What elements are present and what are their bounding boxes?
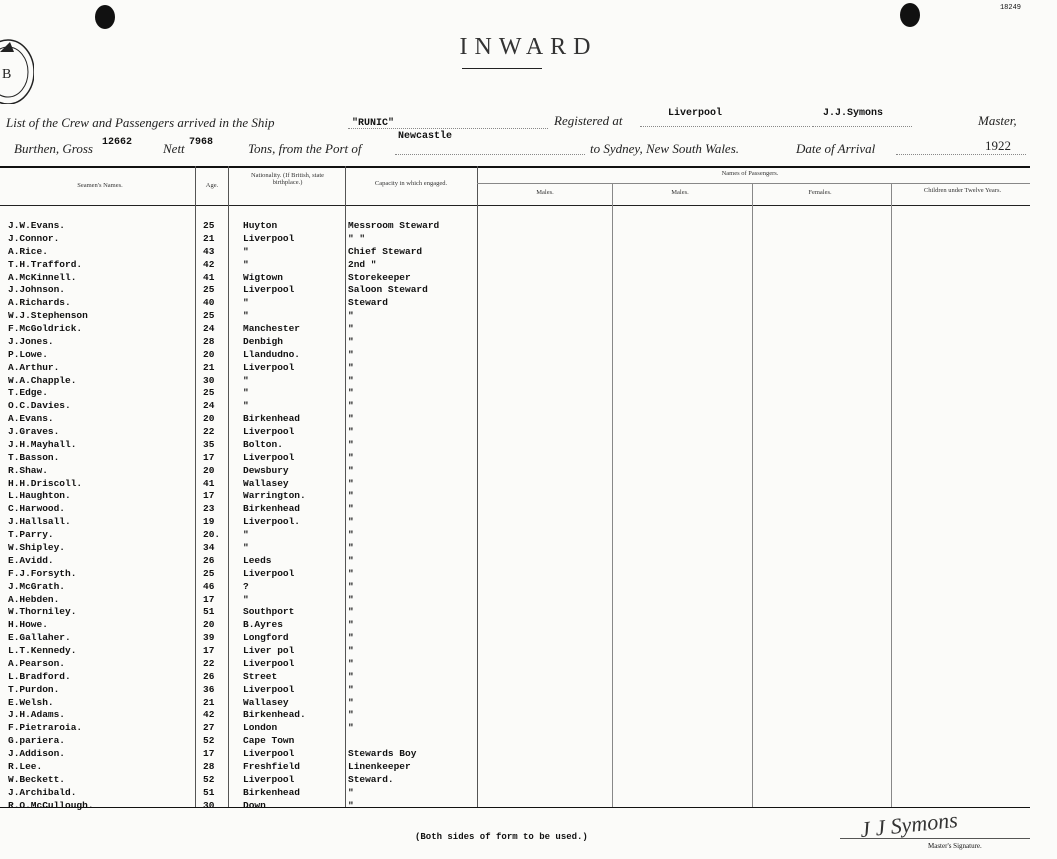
master-underline — [812, 126, 912, 127]
header-females: Females. — [808, 189, 832, 196]
crew-capacity: " — [348, 657, 354, 669]
crew-age: 27 — [203, 722, 215, 734]
crew-name: E.Avidd. — [8, 554, 54, 566]
crew-nationality: Southport — [243, 606, 295, 618]
crew-nationality: Wallasey — [243, 477, 289, 489]
crew-name: G.pariera. — [8, 735, 66, 747]
col-divider-females — [752, 183, 753, 807]
crew-capacity: " — [348, 400, 354, 412]
crew-name: P.Lowe. — [8, 348, 48, 360]
crew-nationality: Dewsbury — [243, 464, 289, 476]
crew-row — [0, 502, 480, 515]
nett-tonnage: 7968 — [189, 137, 214, 148]
crew-row — [0, 361, 480, 374]
crew-capacity: " — [348, 438, 354, 450]
crew-age: 22 — [203, 657, 215, 669]
crew-nationality: Cape Town — [243, 735, 295, 747]
crew-name: J.Jones. — [8, 335, 54, 347]
crew-name: J.Connor. — [8, 232, 60, 244]
crew-capacity: " — [348, 786, 354, 798]
crew-age: 17 — [203, 748, 215, 760]
crew-age: 46 — [203, 580, 215, 592]
crew-row — [0, 374, 480, 387]
gross-tonnage: 12662 — [102, 137, 133, 148]
ship-name: "RUNIC" — [352, 118, 395, 129]
crew-name: W.Shipley. — [8, 542, 66, 553]
crew-name: A.Hebden. — [8, 593, 60, 605]
crew-nationality: Bolton. — [243, 438, 283, 450]
crew-name: L.T.Kennedy. — [8, 645, 77, 657]
crew-name: J.H.Adams. — [8, 709, 66, 721]
crew-capacity: " — [348, 451, 354, 463]
crew-nationality: Birkenhead. — [243, 709, 306, 721]
crew-name: T.Edge. — [8, 387, 48, 399]
crew-nationality: Longford — [243, 632, 289, 644]
table-header-rule — [0, 205, 1030, 206]
crew-row — [0, 309, 480, 322]
crew-age: 42 — [203, 709, 215, 721]
crew-nationality: Down — [243, 799, 266, 811]
crew-capacity: " — [348, 529, 354, 541]
crew-nationality: " — [243, 529, 249, 541]
crew-capacity: " — [348, 361, 354, 373]
from-port: Newcastle — [398, 131, 453, 142]
crew-nationality: Llandudno. — [243, 348, 301, 360]
crew-capacity: " — [348, 709, 354, 721]
crew-row — [0, 219, 480, 232]
crew-age: 40 — [203, 297, 215, 309]
crew-age: 24 — [203, 323, 215, 335]
crew-name: H.Howe. — [8, 619, 48, 631]
footnote: (Both sides of form to be used.) — [415, 832, 588, 842]
crew-row — [0, 232, 480, 245]
crew-nationality: Birkenhead — [243, 503, 301, 515]
crew-name: J.H.Mayhall. — [8, 438, 77, 450]
master-signature: J J Symons — [858, 806, 959, 843]
table-top-rule — [0, 166, 1030, 168]
destination-label: to Sydney, New South Wales. — [590, 141, 740, 156]
crew-nationality: " — [243, 374, 249, 386]
crew-row — [0, 708, 480, 721]
crew-capacity: Storekeeper — [348, 271, 411, 283]
crew-nationality: " — [243, 542, 249, 553]
crew-age: 17 — [203, 451, 215, 463]
crew-capacity: " — [348, 323, 354, 335]
crew-capacity: " — [348, 606, 354, 618]
crew-capacity: " — [348, 799, 354, 811]
crew-capacity: Saloon Steward — [348, 284, 428, 296]
crew-nationality: Freshfield — [243, 760, 301, 772]
tons-label: Tons, from the Port of — [248, 141, 362, 156]
crew-row — [0, 386, 480, 399]
crew-nationality: ? — [243, 580, 249, 592]
crew-row — [0, 618, 480, 631]
crew-capacity: " — [348, 619, 354, 631]
crew-name: C.Harwood. — [8, 503, 66, 515]
crew-name: R.Shaw. — [8, 464, 48, 476]
crew-age: 34 — [203, 542, 215, 553]
title-underline — [462, 68, 542, 69]
crew-nationality: " — [243, 297, 249, 309]
crew-name: E.Gallaher. — [8, 632, 71, 644]
crew-row — [0, 515, 480, 528]
crew-nationality: Birkenhead — [243, 413, 301, 425]
crew-age: 20. — [203, 529, 221, 541]
crew-name: L.Bradford. — [8, 670, 71, 682]
crew-row — [0, 554, 480, 567]
signature-label: Master's Signature. — [928, 842, 982, 850]
crew-row — [0, 438, 480, 451]
crew-capacity: Linenkeeper — [348, 760, 411, 772]
crew-nationality: Liverpool. — [243, 516, 301, 528]
crew-row — [0, 489, 480, 502]
crew-nationality: Liverpool — [243, 426, 295, 438]
crew-age: 25 — [203, 220, 215, 231]
crew-row — [0, 348, 480, 361]
crew-name: A.Pearson. — [8, 657, 66, 669]
crew-row — [0, 464, 480, 477]
crew-name: J.Addison. — [8, 748, 66, 760]
crew-nationality: Liverpool — [243, 451, 295, 463]
crew-name: W.A.Chapple. — [8, 374, 77, 386]
header-capacity: Capacity in which engaged. — [374, 180, 448, 187]
crew-capacity: Steward — [348, 297, 388, 309]
crew-name: F.McGoldrick. — [8, 323, 83, 335]
crew-row — [0, 786, 480, 799]
crew-row — [0, 773, 480, 786]
crew-nationality: Liverpool — [243, 567, 295, 579]
crew-name: R.O.McCullough. — [8, 799, 94, 811]
crew-row — [0, 605, 480, 618]
crew-age: 21 — [203, 232, 215, 244]
header-seamen-names: Seamen's Names. — [77, 182, 123, 189]
crew-age: 41 — [203, 271, 215, 283]
crew-age: 26 — [203, 670, 215, 682]
crew-name: F.J.Forsyth. — [8, 567, 77, 579]
crew-capacity: " — [348, 477, 354, 489]
crew-name: W.Beckett. — [8, 773, 66, 785]
crew-nationality: Wallasey — [243, 696, 289, 708]
crew-name: A.Evans. — [8, 413, 54, 425]
signature-line — [840, 838, 1030, 839]
header-nationality: Nationality. (If British, state birthplace.) — [250, 172, 325, 186]
crew-name: O.C.Davies. — [8, 400, 71, 412]
crew-age: 20 — [203, 464, 215, 476]
crew-age: 20 — [203, 413, 215, 425]
crew-nationality: Street — [243, 670, 278, 682]
crew-age: 17 — [203, 490, 215, 502]
crew-capacity: " — [348, 580, 354, 592]
crew-age: 41 — [203, 477, 215, 489]
crew-age: 28 — [203, 760, 215, 772]
header-males-2: Males. — [671, 189, 689, 196]
crew-capacity: " — [348, 310, 354, 322]
crew-row — [0, 657, 480, 670]
crew-age: 42 — [203, 258, 215, 270]
crew-age: 17 — [203, 593, 215, 605]
crew-row — [0, 683, 480, 696]
arrival-underline — [896, 154, 1026, 155]
crew-nationality: Liverpool — [243, 773, 295, 785]
from-underline — [395, 154, 585, 155]
crew-nationality: Wigtown — [243, 271, 283, 283]
crew-row — [0, 258, 480, 271]
header-males: Males. — [536, 189, 554, 196]
crew-capacity: Messroom Steward — [348, 220, 440, 231]
crew-row — [0, 747, 480, 760]
crew-row — [0, 322, 480, 335]
crew-name: J.W.Evans. — [8, 220, 66, 231]
crew-row — [0, 296, 480, 309]
crew-name: A.Rice. — [8, 245, 48, 257]
crew-capacity: " — [348, 670, 354, 682]
crew-age: 25 — [203, 567, 215, 579]
crew-capacity: " — [348, 567, 354, 579]
crew-row — [0, 425, 480, 438]
crew-nationality: Liverpool — [243, 232, 295, 244]
crew-row — [0, 580, 480, 593]
crew-row — [0, 477, 480, 490]
crew-nationality: Leeds — [243, 554, 272, 566]
crew-name: J.Hallsall. — [8, 516, 71, 528]
master-name: J.J.Symons — [823, 108, 884, 119]
crew-nationality: Liver pol — [243, 645, 295, 657]
crew-row — [0, 760, 480, 773]
crew-age: 36 — [203, 683, 215, 695]
crew-nationality: London — [243, 722, 278, 734]
crew-row — [0, 696, 480, 709]
crew-age: 25 — [203, 387, 215, 399]
crew-age: 30 — [203, 799, 215, 811]
crew-capacity: " — [348, 335, 354, 347]
crew-age: 30 — [203, 374, 215, 386]
col-divider-males2 — [612, 183, 613, 807]
crew-row — [0, 541, 480, 554]
crew-age: 28 — [203, 335, 215, 347]
crew-capacity: Steward. — [348, 773, 394, 785]
crew-age: 26 — [203, 554, 215, 566]
crew-capacity: " — [348, 696, 354, 708]
header-children: Children under Twelve Years. — [923, 187, 1002, 194]
crew-age: 52 — [203, 735, 215, 747]
crew-row — [0, 412, 480, 425]
punch-hole-left — [95, 5, 115, 29]
header-line1-prefix: List of the Crew and Passengers arrived in the Ship — [6, 115, 275, 130]
crew-nationality: Warrington. — [243, 490, 306, 502]
arrival-year: 1922 — [985, 138, 1011, 153]
form-number: 18249 — [999, 4, 1021, 12]
crew-nationality: " — [243, 258, 249, 270]
crew-age: 19 — [203, 516, 215, 528]
crew-capacity: " — [348, 490, 354, 502]
crew-name: E.Welsh. — [8, 696, 54, 708]
crew-row — [0, 399, 480, 412]
crew-nationality: " — [243, 400, 249, 412]
crew-age: 21 — [203, 361, 215, 373]
crew-row — [0, 271, 480, 284]
crew-capacity: " — [348, 554, 354, 566]
crew-row — [0, 721, 480, 734]
registered-underline — [640, 126, 810, 127]
crew-nationality: " — [243, 310, 249, 322]
crew-name: T.Basson. — [8, 451, 60, 463]
crew-capacity: " — [348, 632, 354, 644]
crew-capacity: Stewards Boy — [348, 748, 417, 760]
crew-capacity: " — [348, 503, 354, 515]
crew-age: 21 — [203, 696, 215, 708]
crew-age: 20 — [203, 348, 215, 360]
crew-name: A.Arthur. — [8, 361, 60, 373]
crew-name: J.Archibald. — [8, 786, 77, 798]
crew-name: R.Lee. — [8, 760, 43, 772]
registered-port: Liverpool — [668, 108, 723, 119]
header-age: Age. — [205, 182, 219, 189]
crew-nationality: Huyton — [243, 220, 278, 231]
crew-row — [0, 245, 480, 258]
crew-name: A.Richards. — [8, 297, 71, 309]
crew-capacity: " — [348, 516, 354, 528]
crew-age: 20 — [203, 619, 215, 631]
crew-name: W.Thorniley. — [8, 606, 77, 618]
crew-nationality: " — [243, 593, 249, 605]
crew-name: T.H.Trafford. — [8, 258, 83, 270]
crew-capacity: " — [348, 413, 354, 425]
crew-nationality: Liverpool — [243, 748, 295, 760]
crew-name: J.Johnson. — [8, 284, 66, 296]
crew-name: T.Purdon. — [8, 683, 60, 695]
crew-name: J.McGrath. — [8, 580, 66, 592]
burthen-label: Burthen, Gross — [14, 141, 93, 156]
header-passengers: Names of Passengers. — [721, 170, 779, 177]
crew-row — [0, 799, 480, 812]
passenger-subheader-rule — [477, 183, 1030, 184]
crew-row — [0, 335, 480, 348]
crew-row — [0, 631, 480, 644]
page-title: INWARD — [459, 34, 598, 60]
crew-nationality: Manchester — [243, 323, 301, 335]
crew-capacity: " — [348, 348, 354, 360]
crew-row — [0, 593, 480, 606]
crew-row — [0, 670, 480, 683]
crew-nationality: Denbigh — [243, 335, 283, 347]
punch-hole-right — [900, 3, 920, 27]
crew-name: L.Haughton. — [8, 490, 71, 502]
crew-age: 43 — [203, 245, 215, 257]
crew-capacity: 2nd " — [348, 258, 377, 270]
crew-name: W.J.Stephenson — [8, 310, 88, 322]
crew-nationality: Liverpool — [243, 361, 295, 373]
crew-age: 17 — [203, 645, 215, 657]
crew-name: A.McKinnell. — [8, 271, 77, 283]
crew-age: 24 — [203, 400, 215, 412]
crew-row — [0, 451, 480, 464]
crew-capacity: " — [348, 464, 354, 476]
col-divider-children — [891, 183, 892, 807]
crew-row — [0, 528, 480, 541]
crew-capacity: " — [348, 387, 354, 399]
crew-row — [0, 567, 480, 580]
crew-capacity: " — [348, 593, 354, 605]
crew-age: 23 — [203, 503, 215, 515]
arrival-label: Date of Arrival — [796, 141, 876, 156]
crew-name: H.H.Driscoll. — [8, 477, 83, 489]
crew-age: 25 — [203, 284, 215, 296]
crew-name: T.Parry. — [8, 529, 54, 541]
registered-label: Registered at — [554, 113, 623, 128]
crew-age: 35 — [203, 438, 215, 450]
master-label: Master, — [978, 113, 1017, 128]
crew-nationality: Liverpool — [243, 284, 295, 296]
crew-capacity: " — [348, 722, 354, 734]
crew-capacity: Chief Steward — [348, 245, 423, 257]
crew-capacity: " — [348, 374, 354, 386]
crew-capacity: " — [348, 542, 354, 553]
crew-nationality: Birkenhead — [243, 786, 301, 798]
crew-capacity: " — [348, 426, 354, 438]
crew-nationality: " — [243, 245, 249, 257]
crew-nationality: Liverpool — [243, 683, 295, 695]
crew-name: J.Graves. — [8, 426, 60, 438]
crew-age: 39 — [203, 632, 215, 644]
crew-age: 51 — [203, 606, 215, 618]
crew-capacity: " — [348, 645, 354, 657]
crew-capacity: " " — [348, 232, 366, 244]
crew-age: 52 — [203, 773, 215, 785]
crew-age: 51 — [203, 786, 215, 798]
crew-row — [0, 644, 480, 657]
crew-name: F.Pietraroia. — [8, 722, 83, 734]
crew-nationality: " — [243, 387, 249, 399]
crew-age: 25 — [203, 310, 215, 322]
crew-nationality: Liverpool — [243, 657, 295, 669]
crew-row — [0, 283, 480, 296]
nett-label: Nett — [163, 141, 185, 156]
crew-nationality: B.Ayres — [243, 619, 283, 631]
crew-row — [0, 734, 480, 747]
crew-capacity: " — [348, 683, 354, 695]
svg-text:B: B — [2, 67, 12, 82]
crew-age: 22 — [203, 426, 215, 438]
